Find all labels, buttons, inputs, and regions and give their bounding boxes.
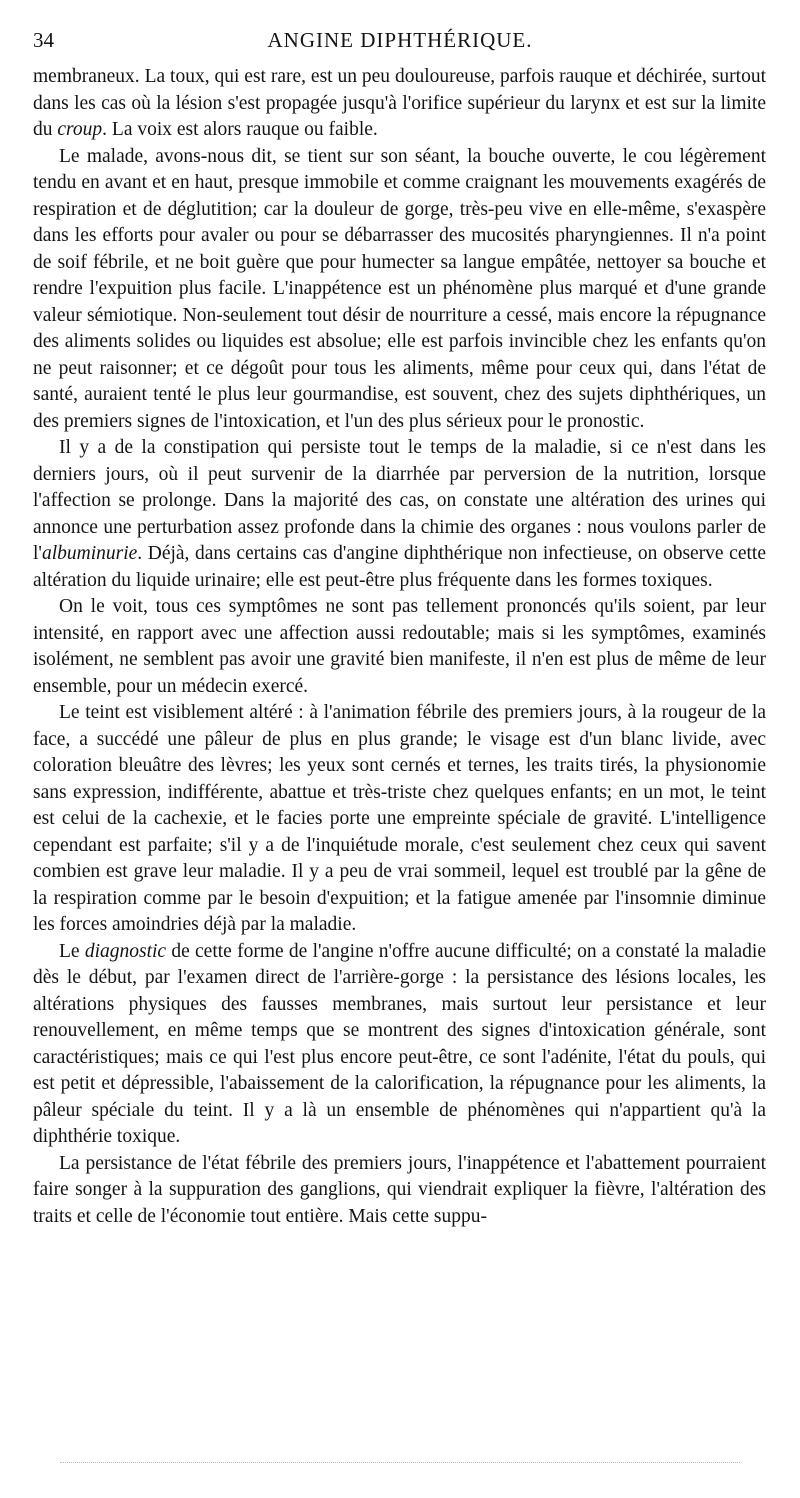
paragraph-6 [33,939,766,1151]
paragraph-6-diagnostic-term: diagnostic [84,940,167,962]
paragraph-1 [33,64,766,144]
paragraph-2: Le malade, avons-nous dit, se tient sur son séant, la bouche ouverte, le cou légèrement tendu en avant et en haut, presque immobile et comme craignant les mouvements exagérés de respiration et de déglutition; car la douleur de gorge, très-peu vive en elle-même, s'exaspère dans les efforts pour avaler ou pour se débarrasser des mucosités pharyngiennes. Il n'a point de soif fébrile, et ne boit guère que pour humecter sa langue empâtée, nettoyer sa bouche et rendre l'expuition plus facile. L'inappétence est un phénomène plus marqué et d'une grande valeur sémiotique. Non-seulement tout désir de nourriture a cessé, mais encore la répugnance des aliments solides ou liquides est absolue; elle est parfois invincible chez les enfants qu'on ne peut raisonner; et ce dégoût pour tous les aliments, même pour ceux qui, dans l'état de santé, auraient tenté le plus leur gourmandise, est souvent, chez des sujets diphthériques, un des premiers signes de l'intoxication, et l'un des plus sérieux pour le pronostic. [33,145,766,432]
paragraph-3-albuminurie-term: albuminurie [41,543,138,564]
page-number: 34 [33,28,54,52]
paragraph-1-croup-term: croup [57,119,103,140]
paragraph-1-text: membraneux. La toux, qui est rare, est un peu douloureuse, parfois rauque et déchirée, surtout dans les cas où la lésion s'est propagée jusqu'à l'orifice supérieur du larynx et est sur la limite du [33,66,766,140]
body-text [33,64,766,1230]
paragraph-4: On le voit, tous ces symptômes ne sont pas tellement prononcés qu'ils soient, par leur intensité, en rapport avec une affection aussi redoutable; mais si les symptômes, examinés isolément, ne semblent pas avoir une gravité bien manifeste, il n'en est plus de même de leur ensemble, pour un médecin exercé. [33,596,766,697]
running-title: ANGINE DIPHTHÉRIQUE. [267,28,533,52]
bottom-rule [60,1462,740,1463]
paragraph-3-text-end: . Déjà, dans certains cas d'angine diphthérique non infectieuse, on observe cette altération du liquide urinaire; elle est peut-être plus fréquente dans les formes toxiques. [33,543,766,591]
paragraph-5: Le teint est visiblement altéré : à l'animation fébrile des premiers jours, à la rougeur de la face, a succédé une pâleur de plus en plus grande; le visage est d'un blanc livide, avec coloration bleuâtre des lèvres; les yeux sont cernés et ternes, les traits tirés, la physionomie sans expression, indifférente, abattue et très-triste chez quelques enfants; en un mot, le teint est celui de la cachexie, et le facies porte une empreinte spéciale de gravité. L'intelligence cependant est parfaite; s'il y a de l'inquiétude morale, c'est seulement chez ceux qui savent combien est grave leur maladie. Il y a peu de vrai sommeil, lequel est troublé par la gêne de la respiration comme par le besoin d'expuition; et la fatigue amenée par l'insomnie diminue les forces amoindries déjà par la maladie. [33,702,766,935]
paragraph-3-text: Il y a de la constipation qui persiste tout le temps de la maladie, si ce n'est dans les derniers jours, où il peut survenir de la diarrhée par perversion de la nutrition, lorsque l'affection se prolonge. Dans la majorité des cas, on constate une altération des urines qui annonce une perturbation assez profonde dans la chimie des organes : nous voulons parler de l' [33,437,766,564]
page-header [33,28,767,58]
paragraph-1-text-end: . La voix est alors rauque ou faible. [102,119,378,140]
paragraph-7: La persistance de l'état fébrile des premiers jours, l'inappétence et l'abattement pourraient faire songer à la suppuration des ganglions, qui viendrait expliquer la fièvre, l'altération des traits et celle de l'économie tout entière. Mais cette suppu- [33,1152,766,1227]
paragraph-3 [33,435,766,594]
paragraph-6-lead: Le [59,940,85,962]
paragraph-6-text: de cette forme de l'angine n'offre aucune difficulté; on a constaté la maladie dès le début, par l'examen direct de l'arrière-gorge : la persistance des lésions locales, les altérations physiques des fausses membranes, mais surtout leur persistance et leur renouvellement, en même temps que se montrent des signes d'intoxication générale, sont caractéristiques; mais ce qui l'est plus encore peut-être, ce sont l'adénite, l'état du pouls, qui est petit et dépressible, l'abaissement de la calorification, la répugnance pour les aliments, la pâleur spéciale du teint. Il y a là un ensemble de phénomènes qui n'appartient qu'à la diphthérie toxique. [33,940,766,1147]
